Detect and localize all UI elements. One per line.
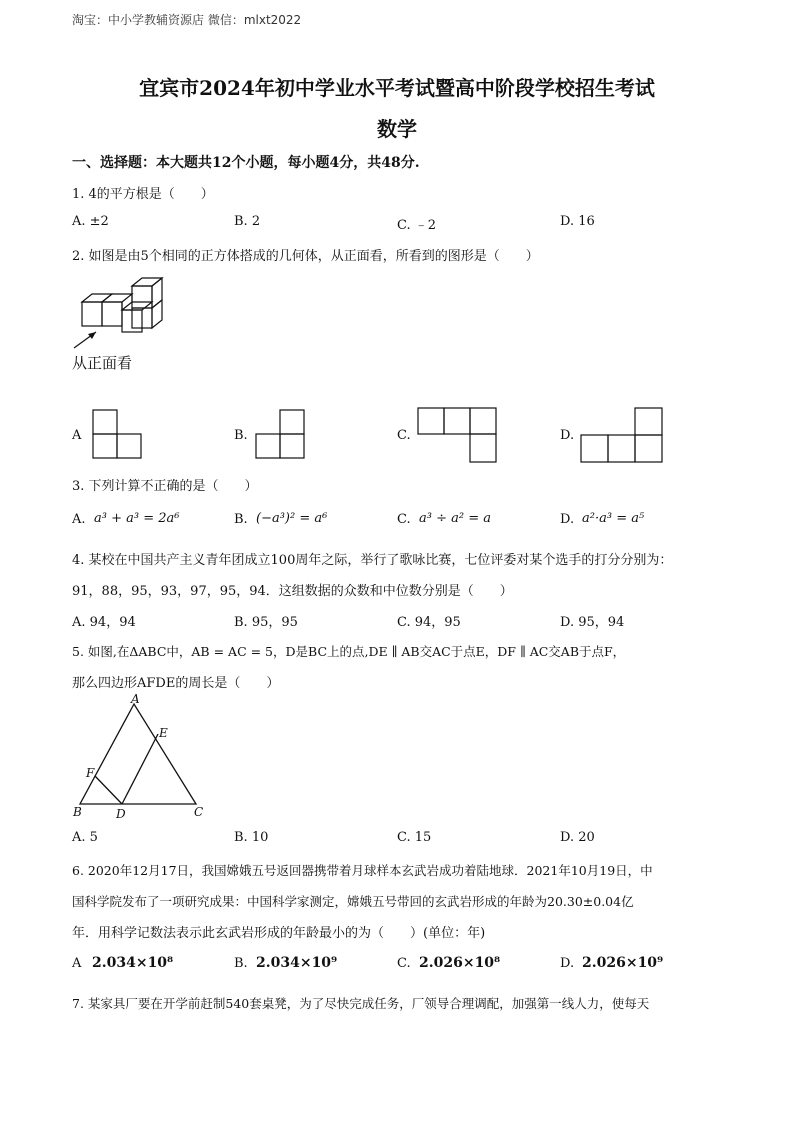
q1-option-d: D. 16 — [560, 214, 595, 229]
header-note: 淘宝：中小学教辅资源店 微信：mlxt2022 — [72, 13, 302, 27]
q3-option-d-math: a²·a³ = a⁵ — [582, 511, 645, 526]
q5-triangle-figure — [70, 694, 220, 824]
q6-option-c-math: 2.026×10⁸ — [419, 955, 501, 971]
q5-option-c: C. 15 — [397, 830, 432, 845]
q1-stem: 1. 4的平方根是（ ） — [72, 187, 214, 202]
q7-stem-line1: 7. 某家具厂要在开学前赶制540套桌凳，为了尽快完成任务，厂领导合理调配，加强第一线人力，使每天 — [72, 996, 650, 1011]
q6-option-c-label: C. — [397, 956, 411, 971]
q5-option-a: A. 5 — [72, 830, 98, 845]
label-a: A — [131, 692, 140, 706]
q5-stem-line1: 5. 如图,在ΔABC中，AB = AC = 5，D是BC上的点,DE ∥ AB交AC于点E，DF ∥ AC交AB于点F， — [72, 644, 626, 659]
exam-subject: 数学 — [377, 117, 417, 141]
q4-option-b: B. 95，95 — [234, 615, 298, 630]
q2-figure-caption: 从正面看 — [72, 354, 133, 372]
exam-title: 宜宾市2024年初中学业水平考试暨高中阶段学校招生考试 — [139, 76, 655, 100]
q1-option-b: B. 2 — [234, 214, 261, 229]
q2-cube-figure — [74, 270, 174, 350]
q3-option-c-label: C. — [397, 512, 411, 527]
q6-stem-line1: 6. 2020年12月17日，我国嫦娥五号返回器携带着月球样本玄武岩成功着陆地球．2021年10月19日，中 — [72, 863, 653, 878]
q5-option-d: D. 20 — [560, 830, 595, 845]
q3-option-b-math: (−a³)² = a⁶ — [256, 511, 328, 526]
q5-stem-line2: 那么四边形AFDE的周长是（ ） — [72, 676, 280, 691]
q3-option-a-math: a³ + a³ = 2a⁶ — [94, 511, 180, 526]
q2-stem: 2. 如图是由5个相同的正方体搭成的几何体，从正面看，所看到的图形是（ ） — [72, 249, 539, 264]
q3-stem: 3. 下列计算不正确的是（ ） — [72, 479, 258, 494]
q2-option-c-label: C. — [397, 428, 411, 443]
label-f: F — [86, 766, 95, 780]
section-heading: 一、选择题：本大题共12个小题，每小题4分，共48分. — [72, 155, 420, 171]
label-c: C — [194, 805, 204, 819]
q2-option-d-figure — [580, 407, 664, 463]
q3-option-d-label: D. — [560, 512, 575, 527]
label-d: D — [116, 807, 126, 821]
label-b: B — [73, 805, 82, 819]
q2-option-b-label: B. — [234, 428, 248, 443]
q2-option-a-label: A — [72, 428, 82, 443]
q4-stem-line1: 4. 某校在中国共产主义青年团成立100周年之际，举行了歌咏比赛，七位评委对某个选手的打分分别为： — [72, 553, 673, 568]
q6-stem-line2: 国科学院发布了一项研究成果：中国科学家测定，嫦娥五号带回的玄武岩形成的年龄为20.30±0.04亿 — [72, 894, 634, 909]
q4-option-a: A. 94，94 — [72, 615, 136, 630]
q6-option-d-math: 2.026×10⁹ — [582, 955, 664, 971]
label-e: E — [159, 726, 168, 740]
q6-option-a-label: A — [72, 956, 82, 971]
q6-option-b-label: B. — [234, 956, 248, 971]
q5-option-b: B. 10 — [234, 830, 269, 845]
q2-option-d-label: D. — [560, 428, 575, 443]
q4-option-d: D. 95，94 — [560, 615, 625, 630]
q3-option-c-math: a³ ÷ a² = a — [419, 511, 491, 526]
q6-option-d-label: D. — [560, 956, 575, 971]
q6-option-a-math: 2.034×10⁸ — [92, 955, 174, 971]
q4-stem-line2: 91，88，95，93，97，95，94．这组数据的众数和中位数分别是（ ） — [72, 584, 513, 599]
q6-option-b-math: 2.034×10⁹ — [256, 955, 338, 971]
q3-option-b-label: B. — [234, 512, 248, 527]
q2-option-a-figure — [92, 409, 144, 461]
q2-option-b-figure — [255, 409, 307, 461]
q4-option-c: C. 94，95 — [397, 615, 461, 630]
q3-option-a-label: A. — [72, 512, 86, 527]
q6-stem-line3: 年．用科学记数法表示此玄武岩形成的年龄最小的为（ ）(单位：年) — [72, 926, 486, 941]
q2-option-c-figure — [417, 407, 497, 463]
q1-option-c: C. ﹣2 — [397, 218, 437, 233]
q1-option-a: A. ±2 — [72, 214, 109, 229]
